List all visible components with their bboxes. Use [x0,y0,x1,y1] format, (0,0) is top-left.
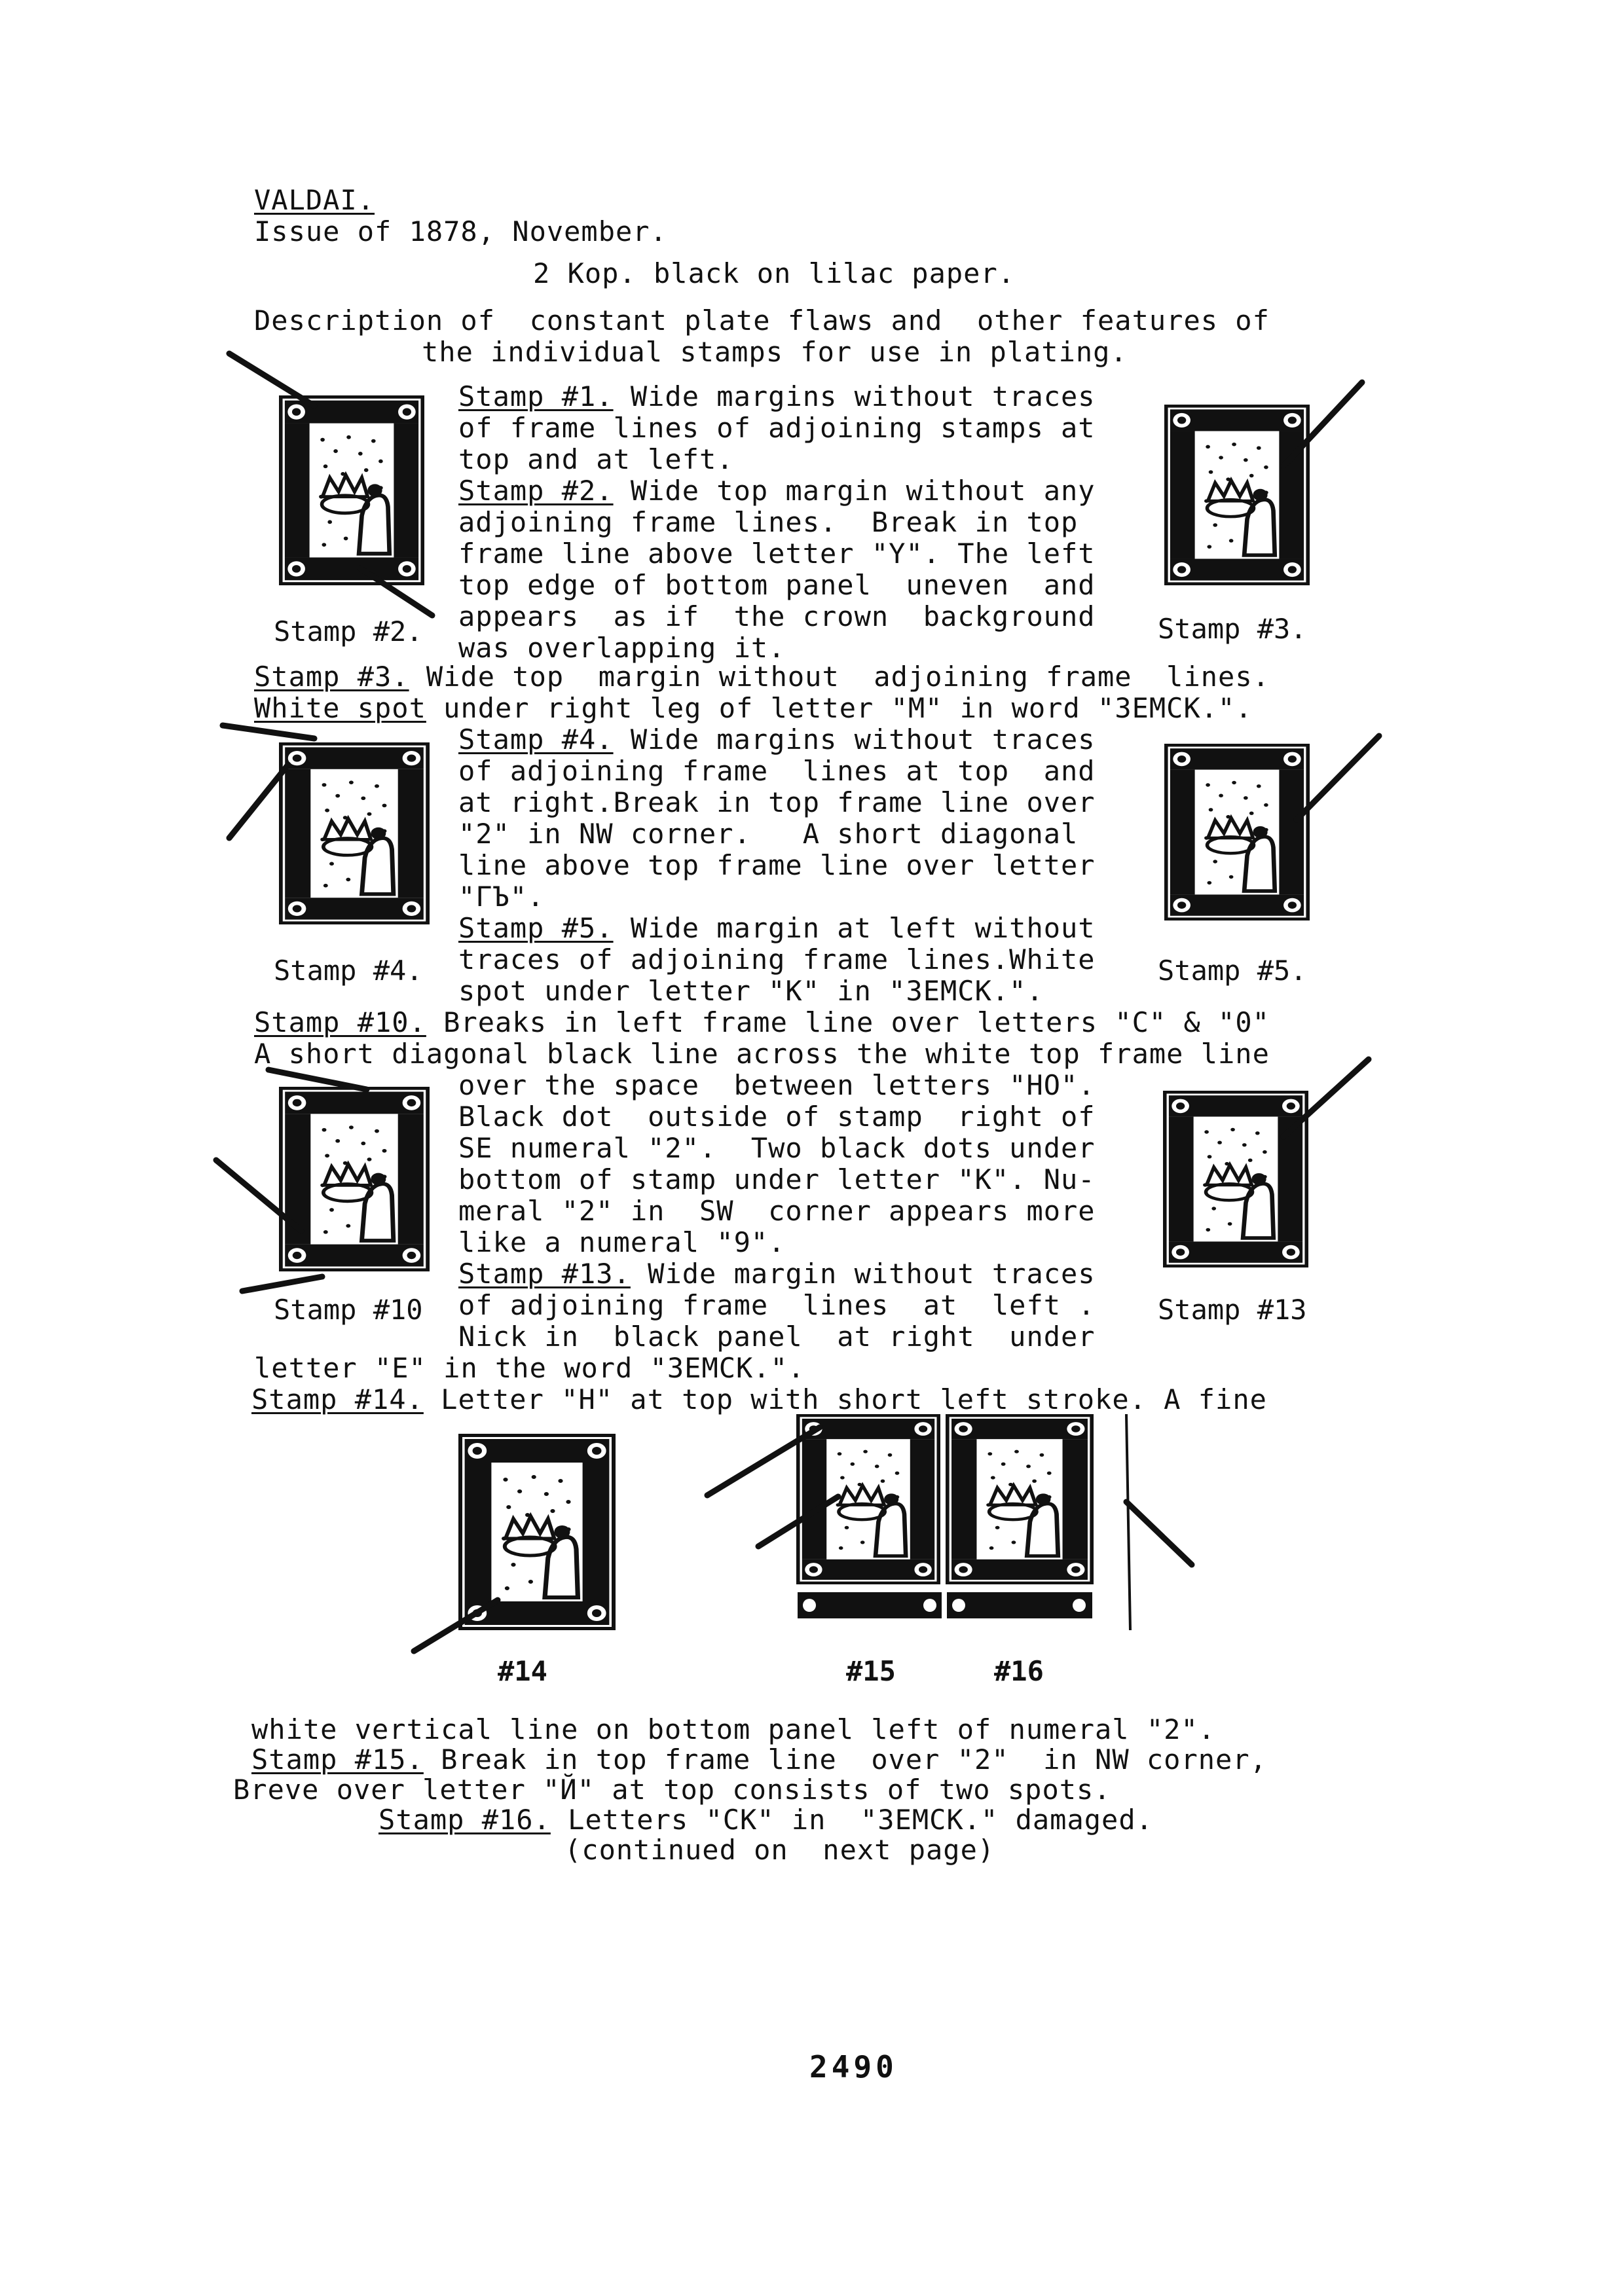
page-title: VALDAI. [254,184,375,216]
stamp13-text: Wide margin without traces [630,1258,1096,1290]
stamp10-line-6: bottom of stamp under letter "K". Nu- [458,1163,1096,1195]
stamp10-line-7: meral "2" in SW corner appears more [458,1195,1096,1227]
stamp14-text: Letter "H" at top with short left stroke. A fine [423,1383,1267,1415]
caption-stamp-14: #14 [498,1655,547,1687]
stamp16-label: Stamp #16. [378,1804,551,1836]
stamp10-label: Stamp #10. [254,1006,426,1038]
stamp4-line-2: of adjoining frame lines at top and [458,755,1096,787]
pointer-stamp-13 [1283,1059,1369,1137]
stamp5-line-3: spot under letter "K" in "3EMCK.". [458,975,1044,1007]
stamp3-text: Wide top margin without adjoining frame lines. [409,661,1270,693]
stamp10-line-2: A short diagonal black line across the white top frame line [254,1038,1270,1070]
stamp2-line-3: frame line above letter "Y". The left [458,538,1096,570]
pointer-stamp-10-left [216,1160,301,1231]
stamp2-line-5: appears as if the crown background [458,600,1096,632]
description-line-2: the individual stamps for use in plating. [422,336,1128,368]
value-line: 2 Kop. black on lilac paper. [533,257,1016,289]
caption-stamp-5: Stamp #5. [1158,955,1307,987]
stamp4-line-5: line above top frame line over letter [458,849,1096,881]
white-spot-label: White spot [254,692,426,724]
pointer-stamp-10-bottom [242,1277,322,1291]
stamp13-line-3: Nick in black panel at right under [458,1321,1096,1353]
stamp2-label: Stamp #2. [458,475,614,507]
stamp13-line-2: of adjoining frame lines at left . [458,1289,1096,1321]
stamp15-text: Break in top frame line over "2" in NW corner, [423,1743,1267,1776]
stamp5-text: Wide margin at left without [613,912,1096,944]
stamp13-label: Stamp #13. [458,1258,631,1290]
caption-stamp-3: Stamp #3. [1158,613,1307,645]
caption-stamp-16: #16 [994,1655,1044,1687]
caption-stamp-4: Stamp #4. [274,955,423,987]
stamp10-line-8: like a numeral "9". [458,1226,786,1258]
issue-line: Issue of 1878, November. [254,215,667,247]
stamp1-line-2: of frame lines of adjoining stamps at [458,412,1096,444]
caption-stamp-13: Stamp #13 [1158,1294,1307,1326]
pointer-stamp-14 [414,1600,498,1651]
continued-note: (continued on next page) [564,1834,995,1866]
stamp2-line-6: was overlapping it. [458,632,786,664]
stamp16-text: Letters "CK" in "3EMCK." damaged. [550,1804,1153,1836]
pointer-stamp-2-bottom [360,568,432,615]
pointer-stamp-16 [1126,1502,1192,1565]
stamp2-line-4: top edge of bottom panel uneven and [458,569,1096,601]
stamp10-line-4: Black dot outside of stamp right of [458,1101,1096,1133]
stamp5-label: Stamp #5. [458,912,614,944]
pointer-stamp-2-top [229,354,314,406]
stamp4-line-4: "2" in NW corner. A short diagonal [458,818,1079,850]
stamp14-line-2: white vertical line on bottom panel left of numeral "2". [251,1713,1216,1745]
stamp3-label: Stamp #3. [254,661,409,693]
stamp13-text-4b: in the word "3EMCK.". [426,1352,805,1384]
stamp4-line-6: "ГЪ". [458,881,545,913]
stamp14-label: Stamp #14. [251,1383,424,1415]
stamp10-line-3: over the space between letters "HO". [458,1069,1096,1101]
pointer-stamp-3 [1283,382,1362,466]
stamp10-line-5: SE numeral "2". Two black dots under [458,1132,1096,1164]
stamp1-text: Wide margins without traces [613,380,1096,412]
pointer-stamp-15-mid [758,1497,838,1546]
stamp4-text: Wide margins without traces [613,723,1096,756]
caption-stamp-10: Stamp #10 [274,1294,423,1326]
stamp1-line-3: top and at left. [458,443,734,475]
pointer-stamp-15-top [707,1427,820,1495]
stamp2-line-2: adjoining frame lines. Break in top [458,506,1079,538]
pointer-stamp-10-top [268,1070,367,1089]
stamp3-text-2: under right leg of letter "M" in word "3EMCK.". [426,692,1253,724]
stamp2-text: Wide top margin without any [613,475,1096,507]
caption-stamp-2: Stamp #2. [274,615,423,647]
pointer-stamp-4-left [229,765,288,838]
pointer-stamp-4-top [223,725,314,738]
stamp15-label: Stamp #15. [251,1743,424,1776]
stamp15-line-2: Breve over letter "Й" at top consists of two spots. [233,1774,1111,1806]
stamp10-text: Breaks in left frame line over letters "C" & "0" [426,1006,1270,1038]
pointer-stamp-5 [1297,736,1379,820]
stamp4-label: Stamp #4. [458,723,614,756]
caption-stamp-15: #15 [846,1655,896,1687]
stamp13-text-4a: letter "E" [254,1352,426,1384]
description-line-1: Description of constant plate flaws and other features of [254,304,1270,337]
page-number: 2490 [809,2049,898,2085]
stamp5-line-2: traces of adjoining frame lines.White [458,943,1096,975]
stamp1-label: Stamp #1. [458,380,614,412]
stamp4-line-3: at right.Break in top frame line over [458,786,1096,818]
